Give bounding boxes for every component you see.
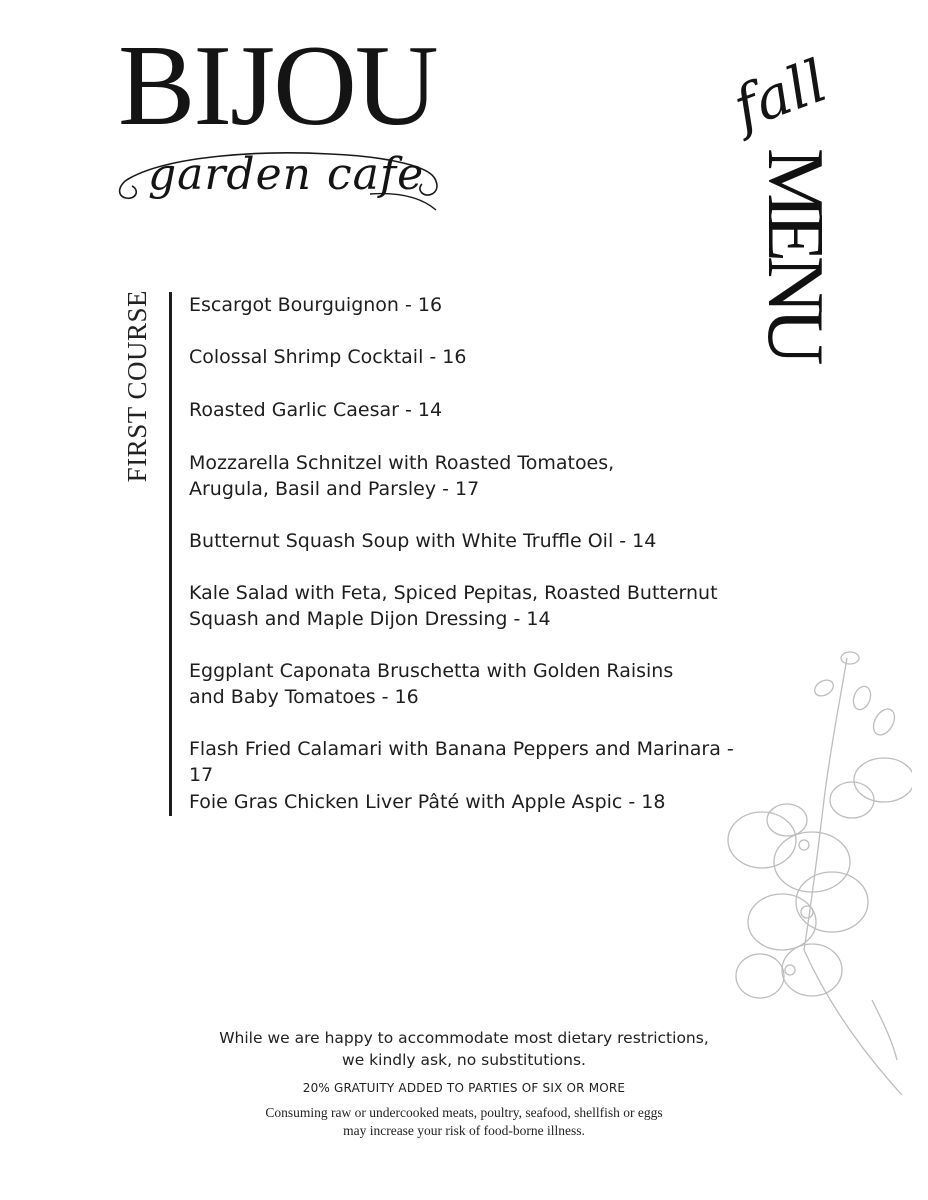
menu-item-line: Arugula, Basil and Parsley - 17: [189, 478, 480, 500]
menu-item-line: Foie Gras Chicken Liver Pâté with Apple Aspic - 18: [189, 791, 666, 813]
menu-item-line: Flash Fried Calamari with Banana Peppers and Marinara - 17: [189, 738, 734, 786]
menu-item-line: Colossal Shrimp Cocktail - 16: [189, 346, 467, 368]
menu-item-line: Eggplant Caponata Bruschetta with Golden Raisins: [189, 660, 674, 682]
menu-heading: MENU: [751, 148, 839, 360]
menu-item-line: Mozzarella Schnitzel with Roasted Tomatoes,: [189, 452, 615, 474]
menu-heading-wrapper: [751, 148, 839, 398]
menu-item-calamari: [189, 736, 749, 788]
menu-item-line: Escargot Bourguignon - 16: [189, 294, 443, 316]
dietary-note: While we are happy to accommodate most dietary restrictions,: [219, 1029, 709, 1047]
gratuity-note: 20% GRATUITY ADDED TO PARTIES OF SIX OR MORE: [302, 1081, 626, 1095]
menu-item-line: Butternut Squash Soup with White Truffle Oil - 14: [189, 530, 657, 552]
logo-wordmark: BIJOU: [118, 22, 437, 150]
orchid-illustration-icon: [712, 640, 912, 1110]
menu-item-schnitzel: [189, 450, 749, 502]
dietary-note-continued: we kindly ask, no substitutions.: [342, 1051, 586, 1069]
section-divider: [169, 292, 172, 816]
menu-item-line: Squash and Maple Dijon Dressing - 14: [189, 608, 551, 630]
menu-item-caesar: [189, 397, 749, 423]
menu-item-foie-gras: [189, 789, 749, 815]
menu-item-line: Kale Salad with Feta, Spiced Pepitas, Roasted Butternut: [189, 582, 718, 604]
food-safety-warning-continued: may increase your risk of food-borne illness.: [343, 1123, 585, 1138]
section-title: FIRST COURSE: [122, 290, 152, 483]
fall-script-title: fall: [724, 46, 836, 143]
menu-item-escargot: [189, 292, 749, 318]
menu-item-line: and Baby Tomatoes - 16: [189, 686, 419, 708]
bijou-logo: [110, 22, 450, 218]
menu-item-kale-salad: [189, 580, 749, 632]
menu-item-line: Roasted Garlic Caesar - 14: [189, 399, 443, 421]
section-title-wrapper: [120, 290, 154, 514]
logo-subtitle: garden cafe: [148, 149, 425, 200]
menu-item-shrimp-cocktail: [189, 344, 749, 370]
menu-item-bruschetta: [189, 658, 749, 710]
food-safety-warning: Consuming raw or undercooked meats, poultry, seafood, shellfish or eggs: [265, 1105, 663, 1120]
menu-item-squash-soup: [189, 528, 749, 554]
